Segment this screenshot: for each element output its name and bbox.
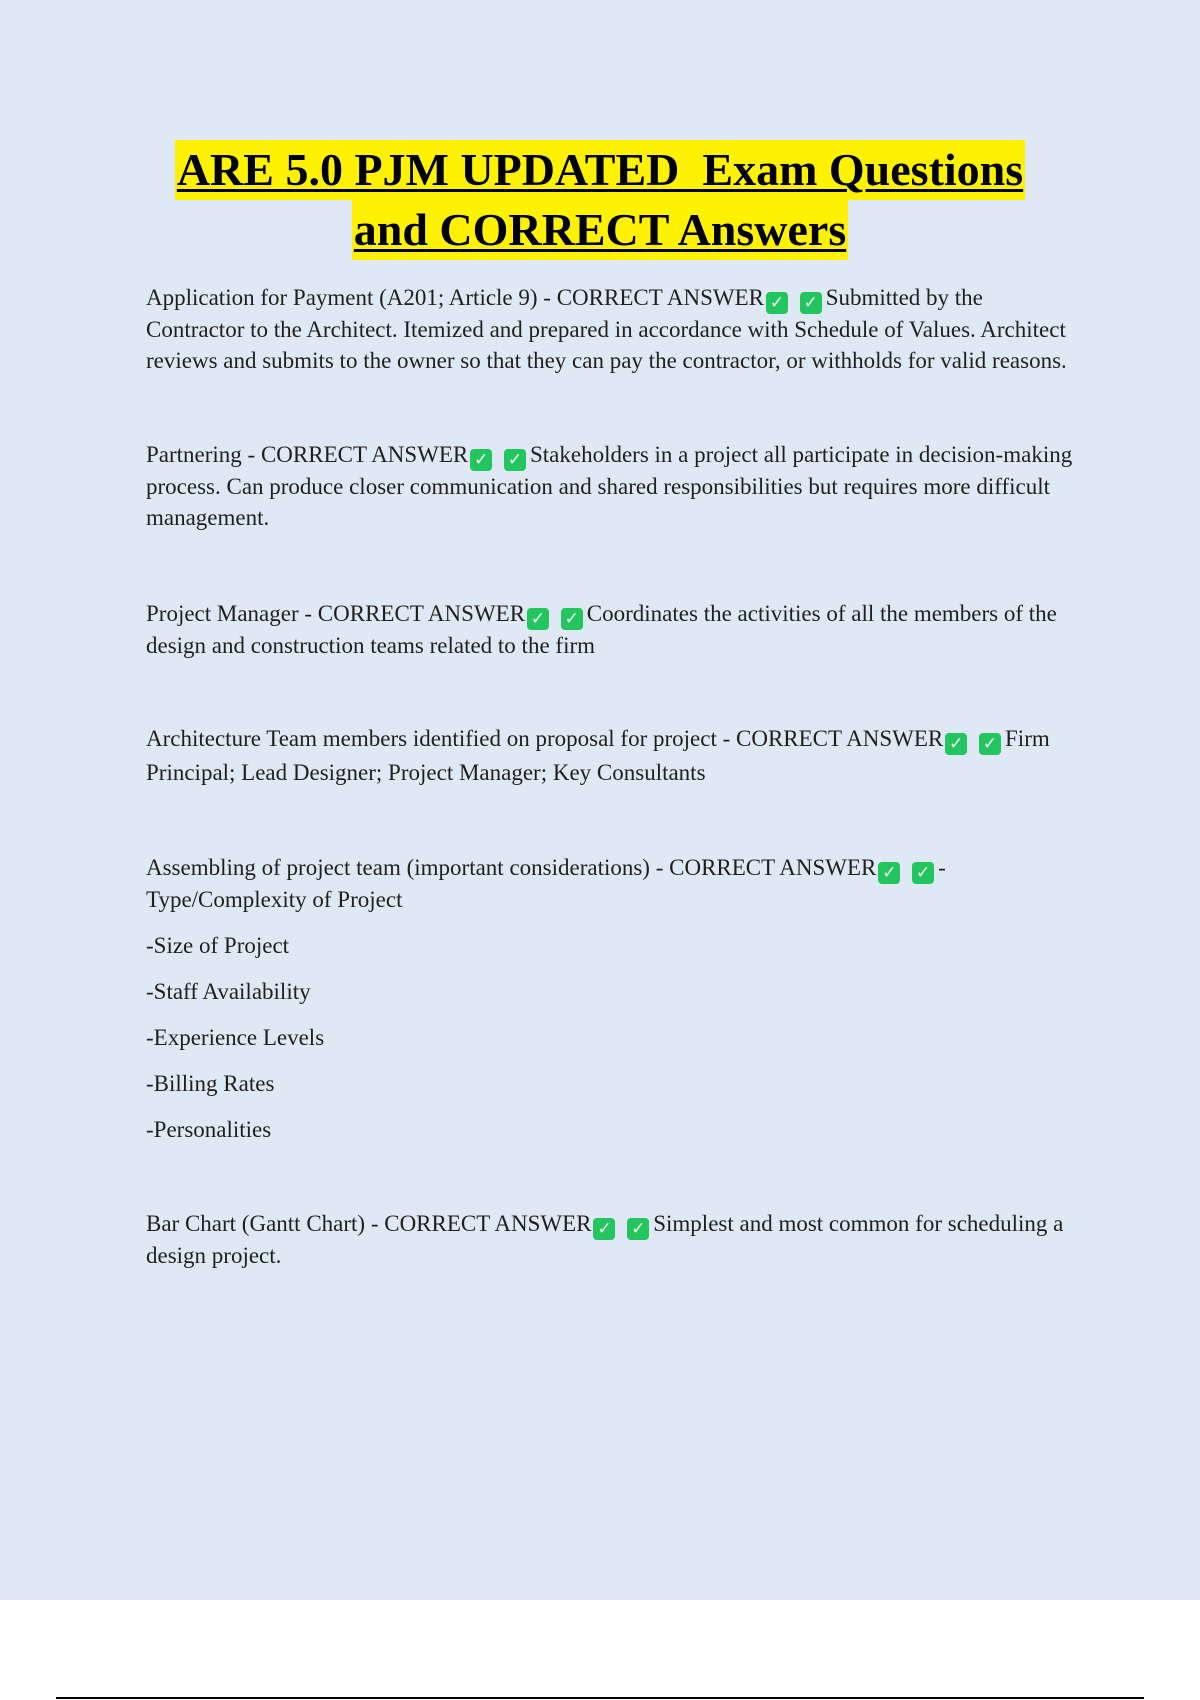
checkmark-icon: ✓ (800, 292, 822, 314)
qa-question: Bar Chart (Gantt Chart) - CORRECT ANSWER (146, 1211, 592, 1236)
checkmark-icon: ✓ (979, 733, 1001, 755)
checkmark-icon: ✓ (561, 608, 583, 630)
checkmark-icon: ✓ (878, 862, 900, 884)
checkmark-icon: ✓ (912, 862, 934, 884)
list-item: -Personalities (146, 1117, 272, 1142)
list-item: -Staff Availability (146, 979, 311, 1004)
qa-answer: Simplest and most common for scheduling a design project. (146, 1211, 1064, 1268)
qa-item (146, 598, 1086, 661)
checkmark-icon: ✓ (504, 449, 526, 471)
qa-question: Partnering - CORRECT ANSWER (146, 442, 469, 467)
qa-answer: Stakeholders in a project all participate in decision-making process. Can produce closer communication and shared responsibilities but requires more difficult management. (146, 442, 1073, 530)
qa-question: Project Manager - CORRECT ANSWER (146, 601, 526, 626)
list-item: -Billing Rates (146, 1071, 275, 1096)
list-item: -Experience Levels (146, 1025, 325, 1050)
qa-item (146, 852, 1086, 915)
checkmark-icon: ✓ (766, 292, 788, 314)
qa-item (146, 1208, 1086, 1271)
checkmark-icon: ✓ (627, 1218, 649, 1240)
page-divider (56, 1697, 1144, 1699)
checkmark-icon: ✓ (470, 449, 492, 471)
title-line-2: and CORRECT Answers (352, 200, 848, 260)
checkmark-icon: ✓ (945, 733, 967, 755)
qa-answer: Firm Principal; Lead Designer; Project Manager; Key Consultants (146, 726, 1050, 785)
qa-answer: Submitted by the Contractor to the Architect. Itemized and prepared in accordance with Schedule of Values. Architect reviews and submits to the owner so that they can pay the contractor, or withholds for valid reasons. (146, 285, 1067, 373)
qa-item (146, 439, 1086, 533)
qa-answer: Coordinates the activities of all the members of the design and construction teams related to the firm (146, 601, 1057, 658)
qa-question: Assembling of project team (important considerations) - CORRECT ANSWER (146, 855, 877, 880)
qa-question: Architecture Team members identified on proposal for project - CORRECT ANSWER (146, 726, 944, 751)
title-line-1: ARE 5.0 PJM UPDATED Exam Questions (175, 140, 1025, 200)
checkmark-icon: ✓ (527, 608, 549, 630)
list-item: -Size of Project (146, 933, 290, 958)
qa-list (146, 282, 1086, 1271)
qa-question: Application for Payment (A201; Article 9) - CORRECT ANSWER (146, 285, 764, 310)
qa-item (146, 282, 1086, 376)
document-title (0, 140, 1200, 260)
qa-answer: -Type/Complexity of Project (146, 855, 946, 912)
checkmark-icon: ✓ (593, 1218, 615, 1240)
qa-item (146, 722, 1086, 790)
